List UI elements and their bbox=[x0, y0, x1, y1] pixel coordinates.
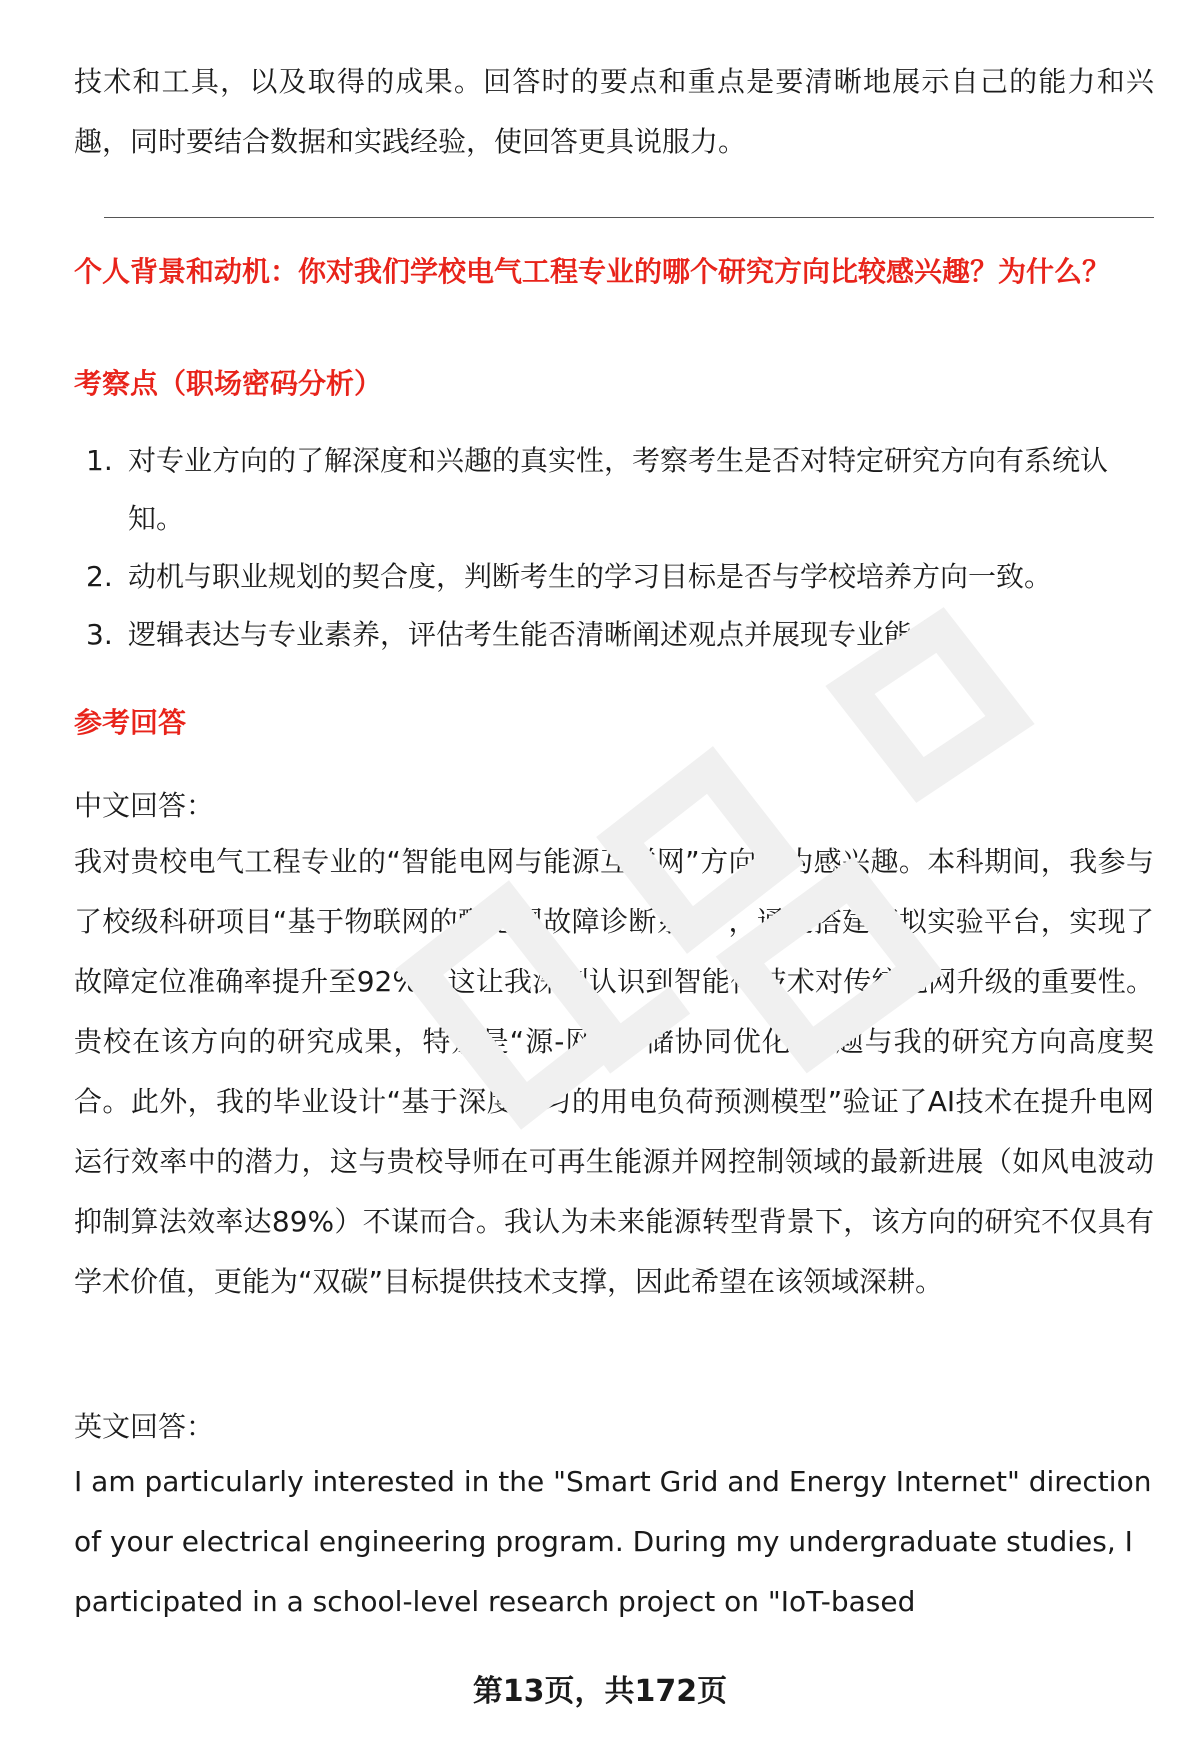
assessment-points-list bbox=[74, 432, 1154, 664]
section-divider bbox=[104, 217, 1154, 218]
question-title: 个人背景和动机：你对我们学校电气工程专业的哪个研究方向比较感兴趣？为什么？ bbox=[74, 255, 1111, 288]
reference-answer-heading: 参考回答 bbox=[74, 706, 187, 739]
list-item-number: 3. bbox=[86, 618, 113, 651]
list-item-text: 逻辑表达与专业素养，评估考生能否清晰阐述观点并展现专业能力。 bbox=[128, 618, 969, 651]
list-item bbox=[74, 606, 1154, 664]
list-item-text: 动机与职业规划的契合度，判断考生的学习目标是否与学校培养方向一致。 bbox=[128, 560, 1053, 593]
intro-paragraph: 技术和工具，以及取得的成果。回答时的要点和重点是要清晰地展示自己的能力和兴趣，同时要结合数据和实践经验，使回答更具说服力。 bbox=[74, 65, 1154, 158]
page-number-footer: 第13页，共172页 bbox=[472, 1674, 728, 1709]
chinese-answer-text: 我对贵校电气工程专业的“智能电网与能源互联网”方向尤为感兴趣。本科期间，我参与了校级科研项目“基于物联网的配电网故障诊断系统”，通过搭建模拟实验平台，实现了故障定位准确率提升至92%，这让我深刻认识到智能化技术对传统电网升级的重要性。贵校在该方向的研究成果，特别是“源-网-荷-储协同优化”课题与我的研究方向高度契合。此外，我的毕业设计“基于深度学习的用电负荷预测模型”验证了AI技术在提升电网运行效率中的潜力，这与贵校导师在可再生能源并网控制领域的最新进展（如风电波动抑制算法效率达89%）不谋而合。我认为未来能源转型背景下，该方向的研究不仅具有学术价值，更能为“双碳”目标提供技术支撑，因此希望在该领域深耕。 bbox=[74, 845, 1154, 1298]
list-item-text: 对专业方向的了解深度和兴趣的真实性，考察考生是否对特定研究方向有系统认知。 bbox=[128, 444, 1109, 535]
assessment-points-heading: 考察点（职场密码分析） bbox=[74, 367, 383, 400]
english-answer-text: I am particularly interested in the "Smart Grid and Energy Internet" direction of your electrical engineering program. During my undergraduate studies, I participated in a school-level research project on "IoT-based bbox=[74, 1465, 1152, 1618]
list-item bbox=[74, 432, 1154, 548]
chinese-answer-label: 中文回答： bbox=[74, 789, 215, 822]
list-item-number: 1. bbox=[86, 444, 113, 477]
english-answer-label: 英文回答： bbox=[74, 1410, 215, 1443]
list-item-number: 2. bbox=[86, 560, 113, 593]
list-item bbox=[74, 548, 1154, 606]
